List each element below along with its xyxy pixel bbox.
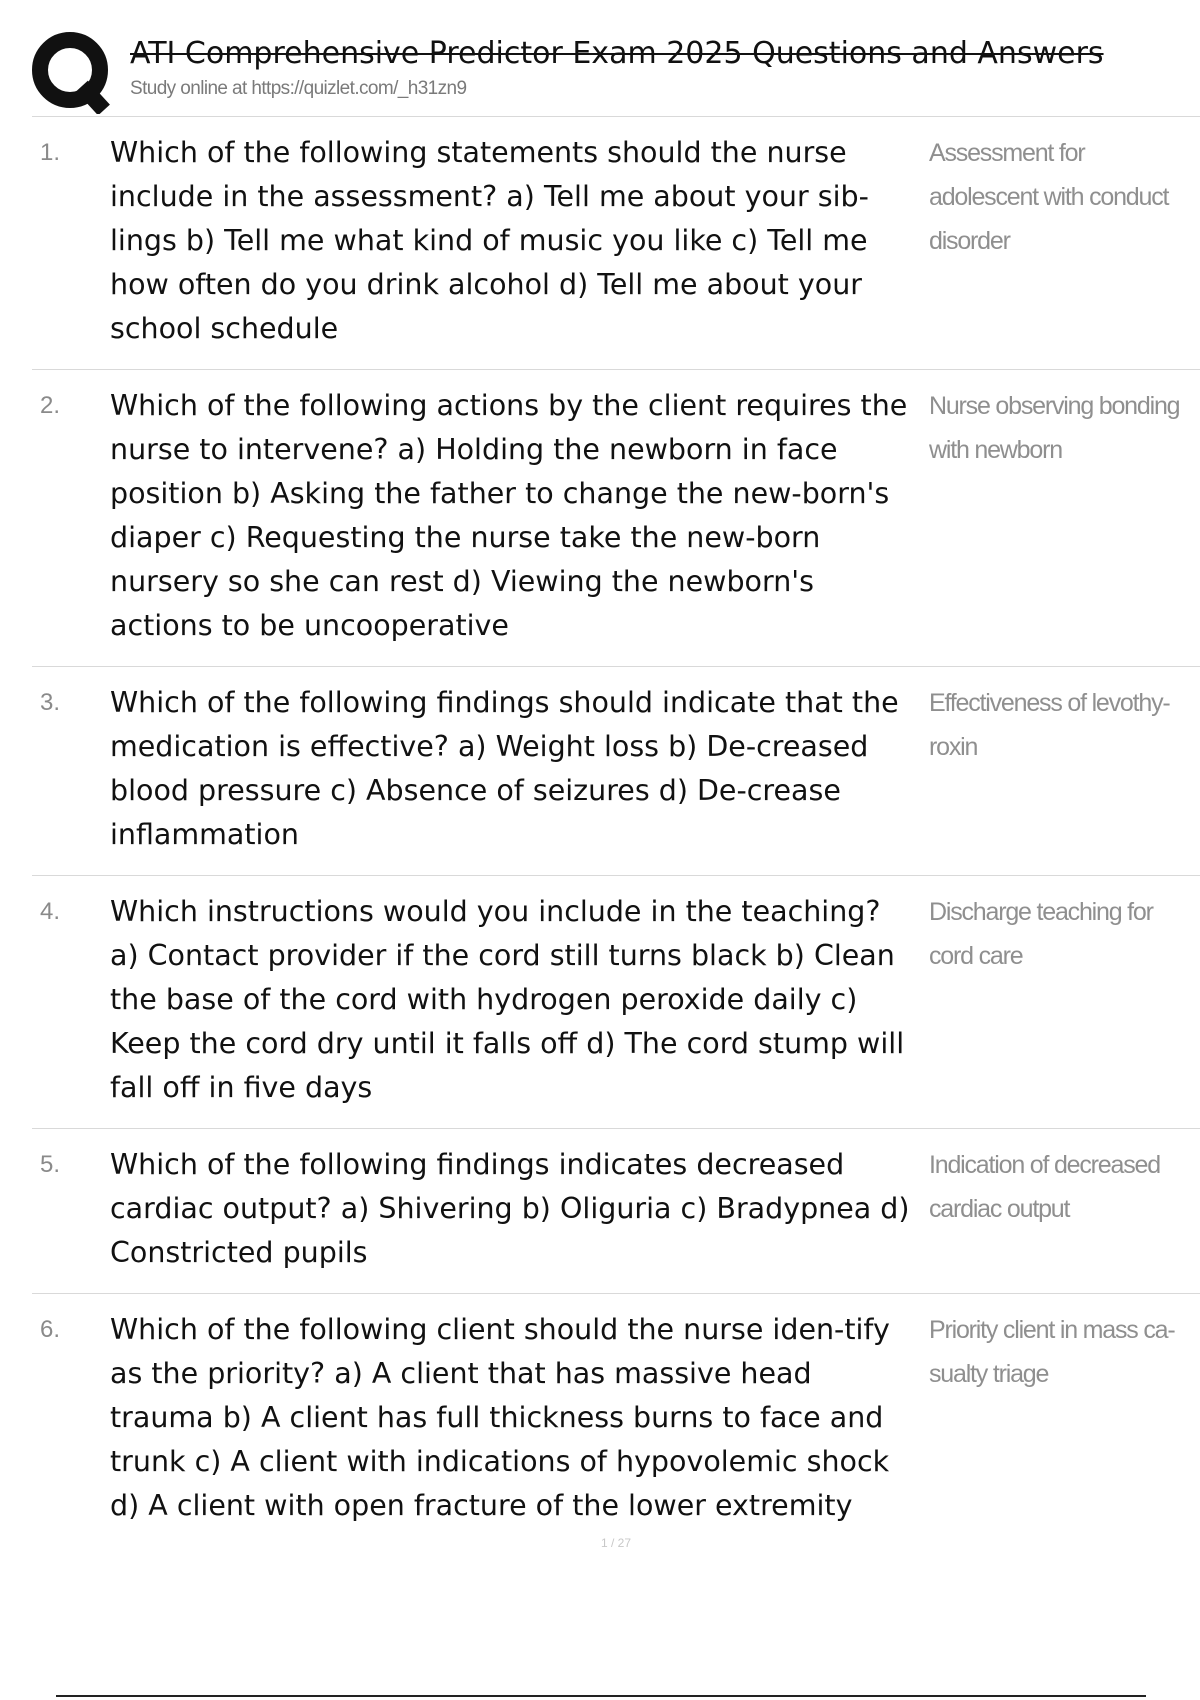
card-answer: Assessment for adolescent with conduct disorder — [929, 139, 1169, 255]
card-number: 3. — [40, 689, 61, 716]
document-title: ATI Comprehensive Predictor Exam 2025 Questions and Answers — [130, 36, 1104, 71]
card-answer: Effectiveness of levothy-roxin — [929, 689, 1170, 761]
page-number: 1 / 27 — [600, 1536, 632, 1550]
card-question: Which instructions would you include in the teaching? a) Contact provider if the cord still turns black b) Clean the base of the cord with hydrogen peroxide daily c) Keep the cord dry until it falls off d) The cord stump will fall off in five days — [110, 895, 905, 1104]
flashcard-row — [32, 666, 1200, 875]
flashcard-row — [32, 1128, 1200, 1293]
flashcard-list — [32, 116, 1200, 1546]
card-number: 2. — [40, 392, 61, 419]
card-answer: Discharge teaching for cord care — [929, 898, 1153, 970]
document-header — [130, 34, 1140, 102]
card-question: Which of the following findings should indicate that the medication is effective? a) Weight loss b) De-creased blood pressure c) Absence of seizures d) De-crease inflammation — [110, 686, 899, 851]
quizlet-logo-icon — [30, 30, 114, 114]
document-source-link[interactable]: Study online at https://quizlet.com/_h31zn9 — [130, 78, 467, 99]
flashcard-row — [32, 1293, 1200, 1546]
card-question: Which of the following statements should the nurse include in the assessment? a) Tell me about your sib-lings b) Tell me what kind of music you like c) Tell me how often do you drink alcohol d) Tell me about your school schedule — [110, 136, 869, 345]
card-number: 5. — [40, 1151, 61, 1178]
card-question: Which of the following findings indicates decreased cardiac output? a) Shivering b) Oliguria c) Bradypnea d) Constricted pupils — [110, 1148, 910, 1269]
card-answer: Nurse observing bonding with newborn — [929, 392, 1180, 464]
flashcard-row — [32, 116, 1200, 369]
card-question: Which of the following client should the nurse iden-tify as the priority? a) A client that has massive head trauma b) A client has full thickness burns to face and trunk c) A client with indications of hypovolemic shock d) A client with open fracture of the lower extremity — [110, 1313, 890, 1522]
flashcard-row — [32, 369, 1200, 666]
card-question: Which of the following actions by the client requires the nurse to intervene? a) Holding the newborn in face position b) Asking the father to change the new-born's diaper c) Requesting the nurse take the new-born nursery so she can rest d) Viewing the newborn's actions to be uncooperative — [110, 389, 908, 642]
card-answer: Priority client in mass ca-sualty triage — [929, 1316, 1175, 1388]
footer-divider — [56, 1695, 1146, 1697]
card-number: 4. — [40, 898, 61, 925]
card-answer: Indication of decreased cardiac output — [929, 1151, 1160, 1223]
card-number: 1. — [40, 139, 61, 166]
flashcard-row — [32, 875, 1200, 1128]
card-number: 6. — [40, 1316, 61, 1343]
